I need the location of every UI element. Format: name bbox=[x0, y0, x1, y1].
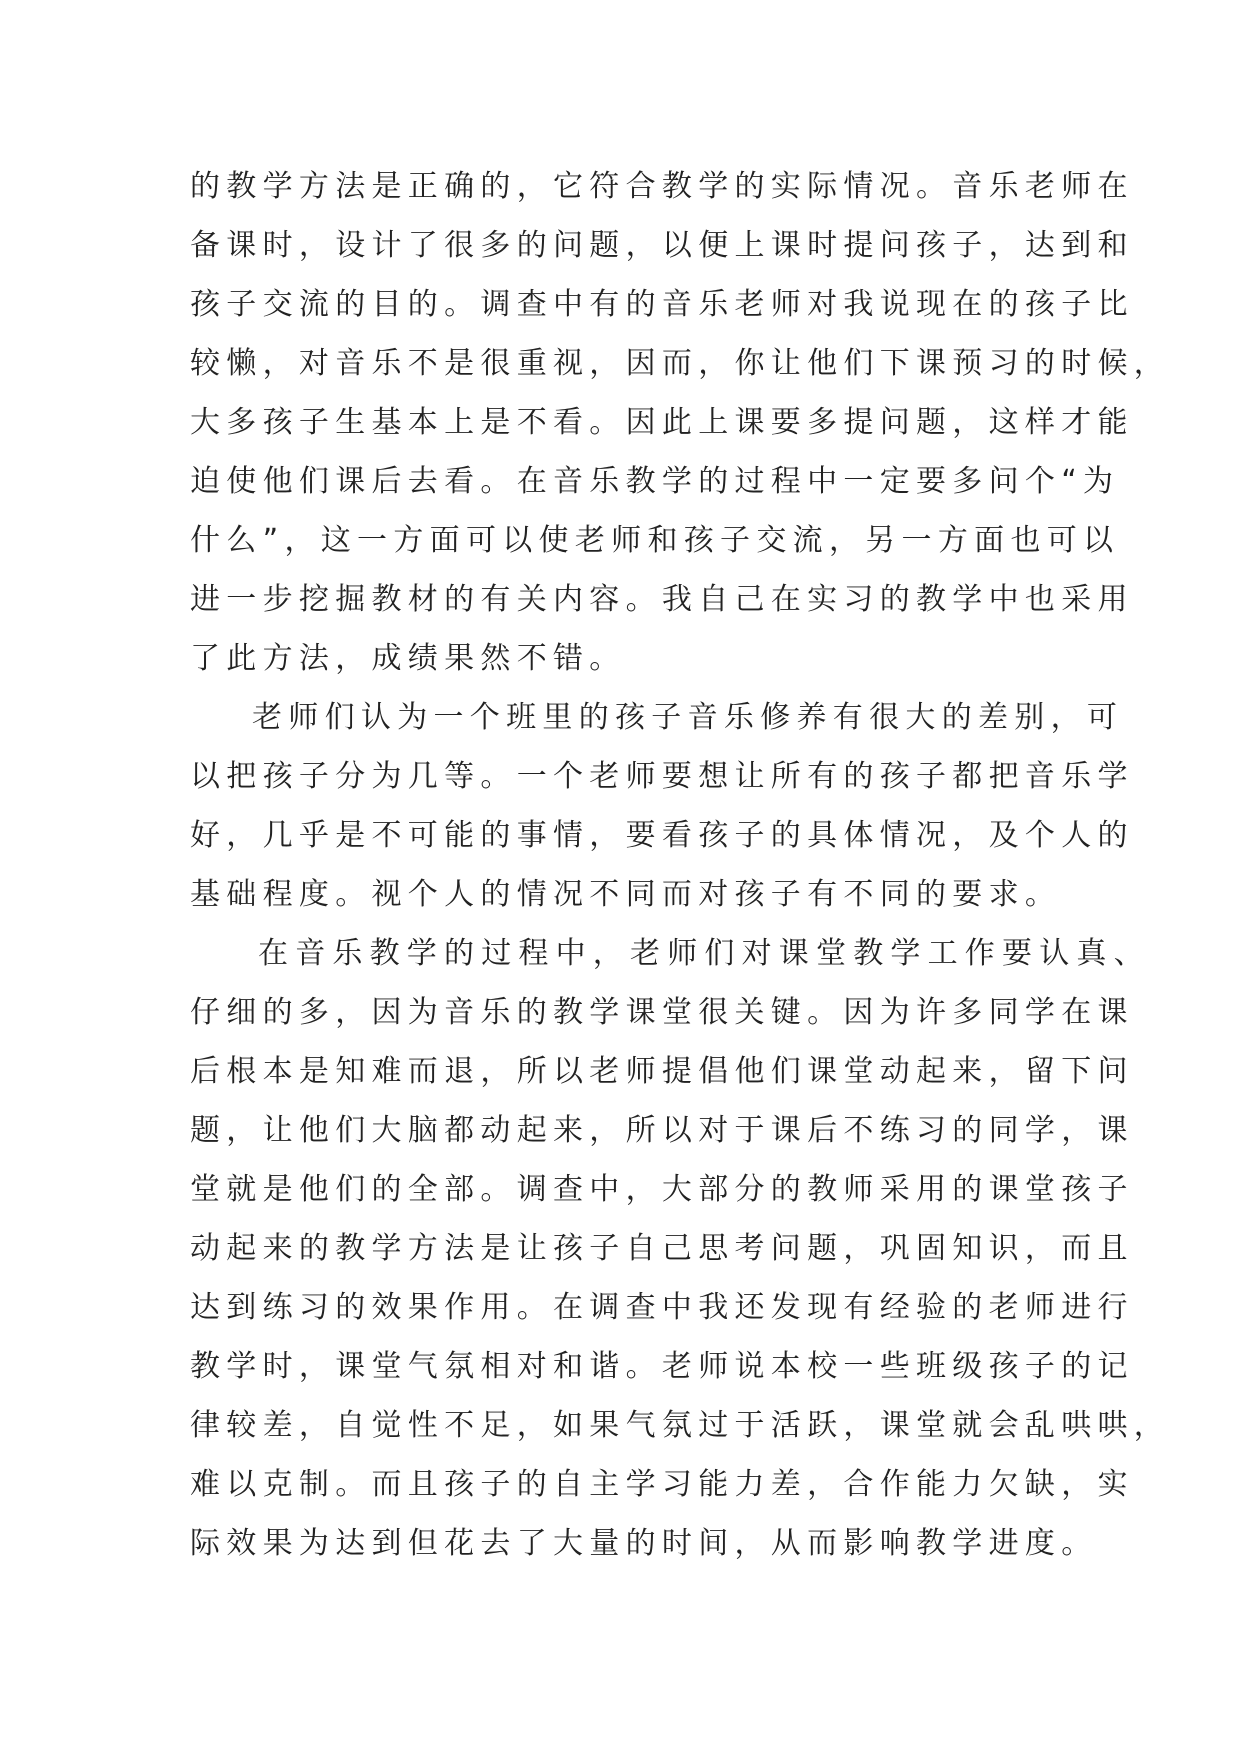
text-line: 大多孩子生基本上是不看。因此上课要多提问题，这样才能 bbox=[190, 405, 1134, 440]
text-line: 孩子交流的目的。调查中有的音乐老师对我说现在的孩子比 bbox=[190, 287, 1134, 322]
text-line: 基础程度。视个人的情况不同而对孩子有不同的要求。 bbox=[190, 877, 1062, 912]
text-line: 堂就是他们的全部。调查中，大部分的教师采用的课堂孩子 bbox=[190, 1172, 1134, 1207]
text-line: 的教学方法是正确的，它符合教学的实际情况。音乐老师在 bbox=[190, 169, 1134, 204]
text-line: 律较差，自觉性不足，如果气氛过于活跃，课堂就会乱哄哄， bbox=[190, 1408, 1171, 1443]
text-line: 以把孩子分为几等。一个老师要想让所有的孩子都把音乐学 bbox=[190, 759, 1134, 794]
text-line: 后根本是知难而退，所以老师提倡他们课堂动起来，留下问 bbox=[190, 1054, 1134, 1089]
text-line: 题，让他们大脑都动起来，所以对于课后不练习的同学，课 bbox=[190, 1113, 1134, 1148]
text-line: 仔细的多，因为音乐的教学课堂很关键。因为许多同学在课 bbox=[190, 995, 1134, 1030]
text-line: 难以克制。而且孩子的自主学习能力差，合作能力欠缺，实 bbox=[190, 1467, 1134, 1502]
paragraph-first-line: 老师们认为一个班里的孩子音乐修养有很大的差别，可 bbox=[252, 700, 1124, 735]
body-text bbox=[190, 157, 1171, 1573]
text-line: 备课时，设计了很多的问题，以便上课时提问孩子，达到和 bbox=[190, 228, 1134, 263]
text-line: 进一步挖掘教材的有关内容。我自己在实习的教学中也采用 bbox=[190, 582, 1134, 617]
text-line: 了此方法，成绩果然不错。 bbox=[190, 641, 626, 676]
paragraph-first-line: 在音乐教学的过程中，老师们对课堂教学工作要认真、 bbox=[258, 936, 1151, 971]
text-line: 好，几乎是不可能的事情，要看孩子的具体情况，及个人的 bbox=[190, 818, 1134, 853]
text-line: 动起来的教学方法是让孩子自己思考问题，巩固知识，而且 bbox=[190, 1231, 1134, 1266]
text-line: 什么”，这一方面可以使老师和孩子交流，另一方面也可以 bbox=[190, 523, 1120, 558]
text-line: 达到练习的效果作用。在调查中我还发现有经验的老师进行 bbox=[190, 1290, 1134, 1325]
text-line: 教学时，课堂气氛相对和谐。老师说本校一些班级孩子的记 bbox=[190, 1349, 1134, 1384]
text-line: 较懒，对音乐不是很重视，因而，你让他们下课预习的时候， bbox=[190, 346, 1171, 381]
text-line: 迫使他们课后去看。在音乐教学的过程中一定要多问个“为 bbox=[190, 464, 1120, 499]
text-line: 际效果为达到但花去了大量的时间，从而影响教学进度。 bbox=[190, 1526, 1098, 1561]
